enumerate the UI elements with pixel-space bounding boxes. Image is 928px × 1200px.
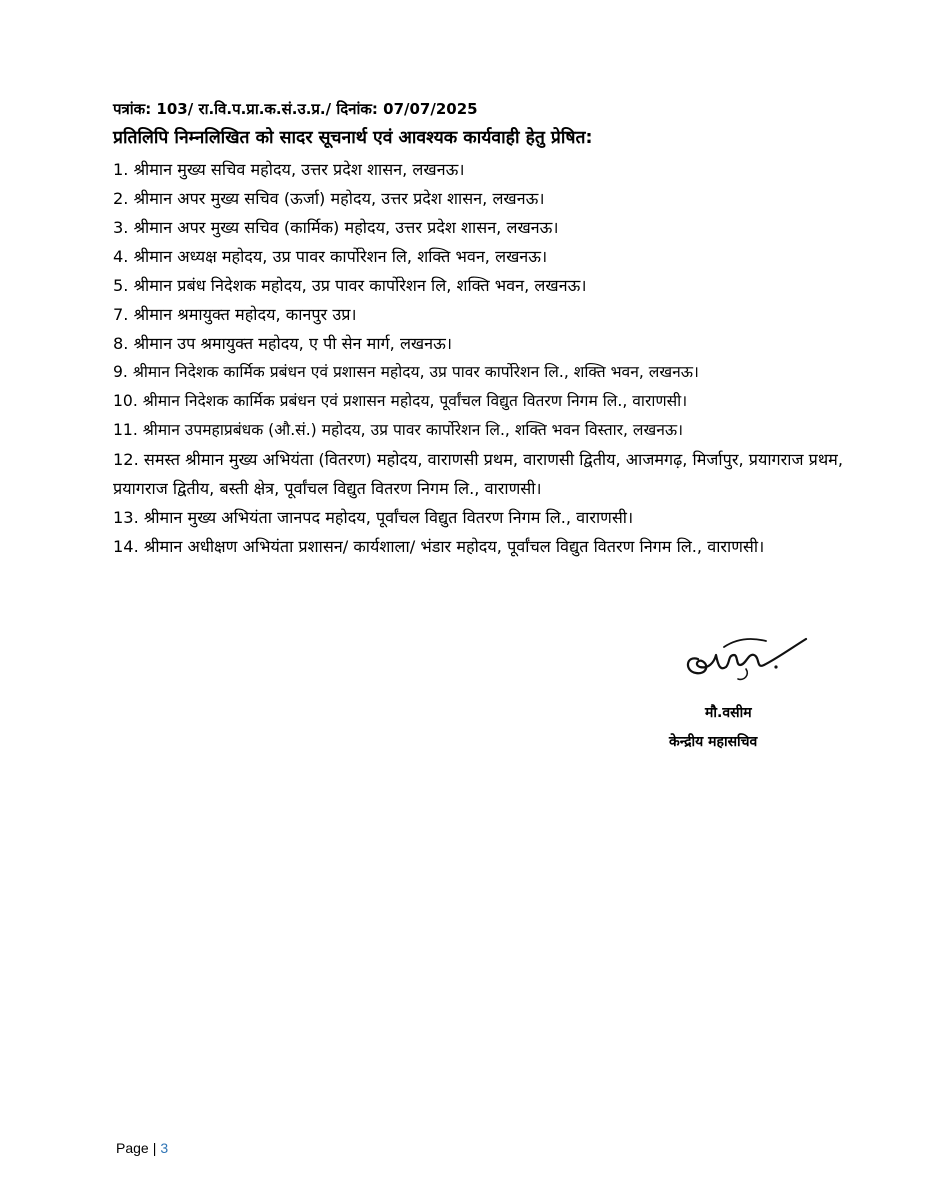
list-item: 1. श्रीमान मुख्य सचिव महोदय, उत्तर प्रदेश शासन, लखनऊ। xyxy=(113,160,465,179)
list-item: 5. श्रीमान प्रबंध निदेशक महोदय, उप्र पावर कार्पोरेशन लि, शक्ति भवन, लखनऊ। xyxy=(113,276,587,295)
signature xyxy=(680,625,810,685)
list-item: 8. श्रीमान उप श्रमायुक्त महोदय, ए पी सेन मार्ग, लखनऊ। xyxy=(113,334,452,353)
signatory-title: केन्द्रीय महासचिव xyxy=(669,734,758,750)
list-item: 7. श्रीमान श्रमायुक्त महोदय, कानपुर उप्र। xyxy=(113,305,357,324)
reference-line: पत्रांक: 103/ रा.वि.प.प्रा.क.सं.उ.प्र./ दिनांक: 07/07/2025 xyxy=(113,100,478,118)
recipient-list xyxy=(113,155,843,561)
list-item: 13. श्रीमान मुख्य अभियंता जानपद महोदय, पूर्वांचल विद्युत वितरण निगम लि., वाराणसी। xyxy=(113,508,634,527)
list-item: 4. श्रीमान अध्यक्ष महोदय, उप्र पावर कार्पोरेशन लि, शक्ति भवन, लखनऊ। xyxy=(113,247,548,266)
list-item: 9. श्रीमान निदेशक कार्मिक प्रबंधन एवं प्रशासन महोदय, उप्र पावर कार्पोरेशन लि., शक्ति भवन, लखनऊ। xyxy=(113,363,699,381)
page-footer xyxy=(116,1140,168,1156)
list-item: 3. श्रीमान अपर मुख्य सचिव (कार्मिक) महोदय, उत्तर प्रदेश शासन, लखनऊ। xyxy=(113,218,559,237)
signatory-name: मौ.वसीम xyxy=(705,705,752,721)
list-item: 12. समस्त श्रीमान मुख्य अभियंता (वितरण) महोदय, वाराणसी प्रथम, वाराणसी द्वितीय, आजमगढ़, मिर्जापुर, प्रयागराज प्रथम, प्रयागराज द्वितीय, बस्ती क्षेत्र, पूर्वांचल विद्युत वितरण निगम लि., वाराणसी। xyxy=(113,450,843,498)
list-item: 10. श्रीमान निदेशक कार्मिक प्रबंधन एवं प्रशासन महोदय, पूर्वांचल विद्युत वितरण निगम लि., वाराणसी। xyxy=(113,392,688,410)
page-number: 3 xyxy=(160,1140,169,1156)
list-item: 11. श्रीमान उपमहाप्रबंधक (औ.सं.) महोदय, उप्र पावर कार्पोरेशन लि., शक्ति भवन विस्तार, लखनऊ। xyxy=(113,421,684,439)
subject-line: प्रतिलिपि निम्नलिखित को सादर सूचनार्थ एवं आवश्यक कार्यवाही हेतु प्रेषित: xyxy=(113,128,593,148)
page-label: Page xyxy=(116,1140,149,1156)
list-item: 14. श्रीमान अधीक्षण अभियंता प्रशासन/ कार्यशाला/ भंडार महोदय, पूर्वांचल विद्युत वितरण निगम लि., वाराणसी। xyxy=(113,537,765,556)
footer-separator: | xyxy=(152,1140,157,1156)
list-item: 2. श्रीमान अपर मुख्य सचिव (ऊर्जा) महोदय, उत्तर प्रदेश शासन, लखनऊ। xyxy=(113,189,545,208)
